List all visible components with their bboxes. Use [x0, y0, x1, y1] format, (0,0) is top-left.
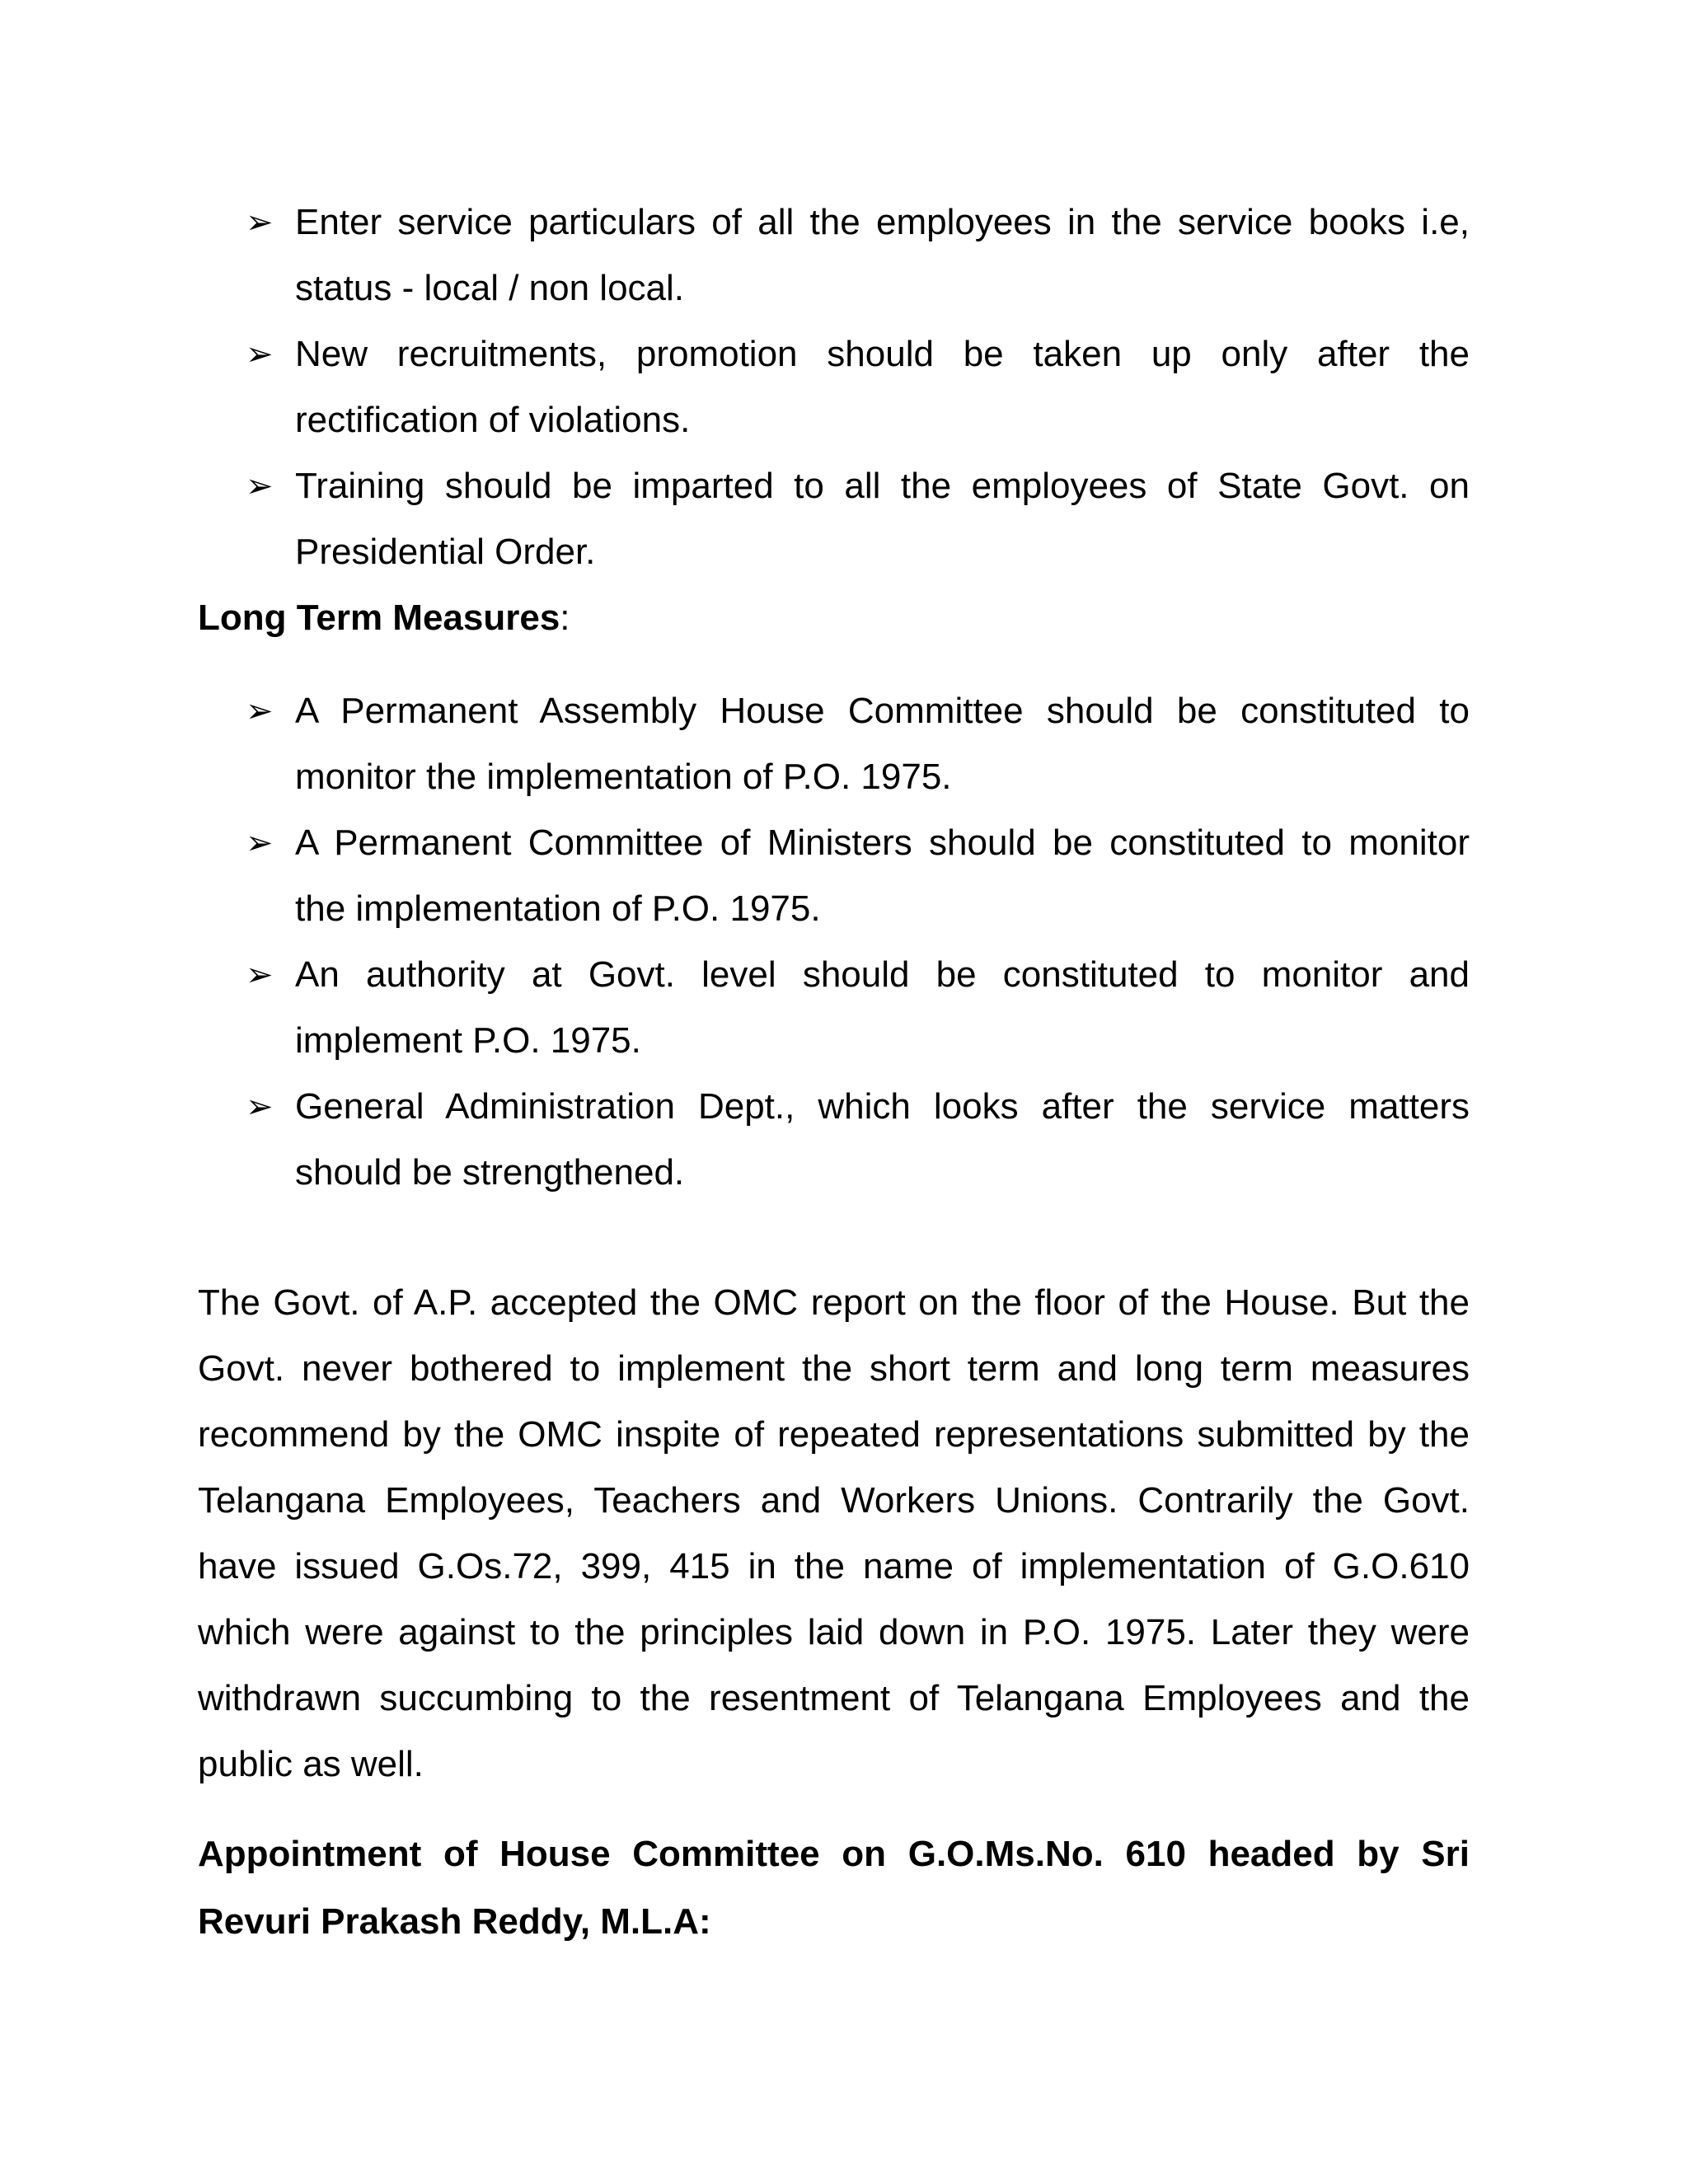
long-term-measures-heading	[198, 585, 1470, 651]
heading-colon: :	[560, 598, 570, 638]
list-item	[198, 810, 1470, 942]
arrow-bullet-icon: ➢	[246, 468, 274, 504]
arrow-bullet-icon: ➢	[246, 825, 274, 861]
short-term-measures-list	[198, 190, 1470, 585]
list-item-text: Enter service particulars of all the employees in the service books i.e, status - local / non local.	[295, 202, 1470, 308]
list-item	[198, 321, 1470, 453]
list-item-text: A Permanent Assembly House Committee should be constituted to monitor the implementation of P.O. 1975.	[295, 691, 1470, 797]
list-item	[198, 1074, 1470, 1206]
list-item-text: New recruitments, promotion should be taken up only after the rectification of violations.	[295, 334, 1470, 440]
arrow-bullet-icon: ➢	[246, 336, 274, 373]
list-item	[198, 678, 1470, 810]
arrow-bullet-icon: ➢	[246, 957, 274, 993]
document-page	[198, 190, 1470, 1956]
list-item-text: Training should be imparted to all the employees of State Govt. on Presidential Order.	[295, 466, 1470, 572]
list-item-text: A Permanent Committee of Ministers should be constituted to monitor the implementation of P.O. 1975.	[295, 823, 1470, 929]
house-committee-heading: Appointment of House Committee on G.O.Ms.No. 610 headed by Sri Revuri Prakash Reddy, M.L.A:	[198, 1834, 1470, 1942]
list-item	[198, 942, 1470, 1074]
heading-label: Long Term Measures	[198, 598, 560, 638]
arrow-bullet-icon: ➢	[246, 1089, 274, 1125]
list-item	[198, 453, 1470, 585]
long-term-measures-list	[198, 678, 1470, 1206]
arrow-bullet-icon: ➢	[246, 693, 274, 729]
list-item	[198, 190, 1470, 321]
arrow-bullet-icon: ➢	[246, 204, 274, 241]
list-item-text: General Administration Dept., which looks after the service matters should be strengthened.	[295, 1086, 1470, 1193]
omc-report-paragraph: The Govt. of A.P. accepted the OMC report on the floor of the House. But the Govt. never bothered to implement the short term and long term measures recommend by the OMC inspite of repeated representations submitted by the Telangana Employees, Teachers and Workers Unions. Contrarily the Govt. have issued G.Os.72, 399, 415 in the name of implementation of G.O.610 which were against to the principles laid down in P.O. 1975. Later they were withdrawn succumbing to the resentment of Telangana Employees and the public as well.	[198, 1282, 1470, 1784]
list-item-text: An authority at Govt. level should be constituted to monitor and implement P.O. 1975.	[295, 954, 1470, 1061]
